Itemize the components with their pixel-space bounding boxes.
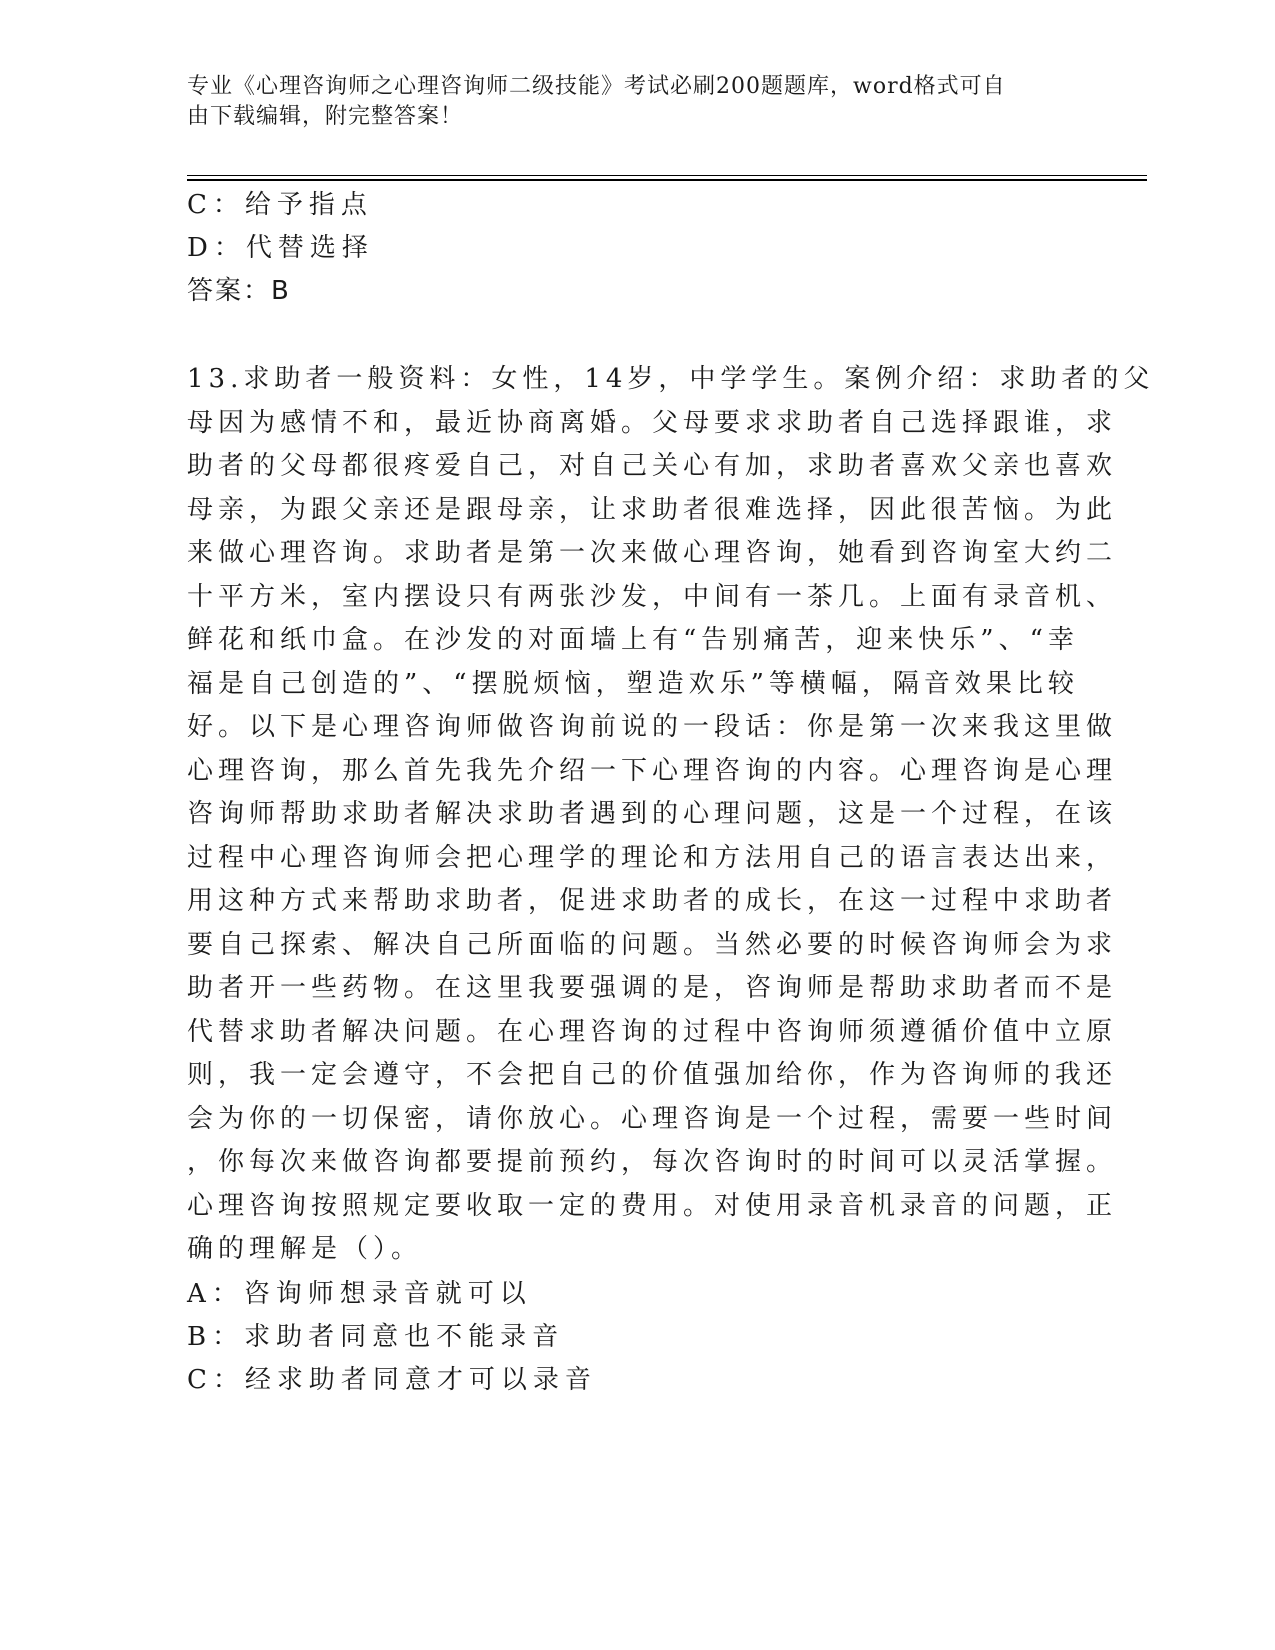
q13-body-line: 助者的父母都很疼爱自己，对自己关心有加，求助者喜欢父亲也喜欢 [187, 451, 1118, 481]
q13-body-line: 十平方米，室内摆设只有两张沙发，中间有一茶几。上面有录音机、 [187, 582, 1118, 612]
q13-body-line: 鲜花和纸巾盒。在沙发的对面墙上有“告别痛苦，迎来快乐”、“幸 [187, 625, 1079, 655]
q13-body-line: 来做心理咨询。求助者是第一次来做心理咨询，她看到咨询室大约二 [187, 538, 1118, 568]
q13-option-a: A：咨询师想录音就可以 [187, 1279, 532, 1309]
q13-body-line: 代替求助者解决问题。在心理咨询的过程中咨询师须遵循价值中立原 [187, 1017, 1118, 1047]
q13-body-line: 心理咨询按照规定要收取一定的费用。对使用录音机录音的问题，正 [187, 1191, 1118, 1221]
prev-answer: 答案：B [187, 276, 291, 306]
q13-body-line: 过程中心理咨询师会把心理学的理论和方法用自己的语言表达出来， [187, 843, 1118, 873]
q13-body-line: 会为你的一切保密，请你放心。心理咨询是一个过程，需要一些时间 [187, 1104, 1118, 1134]
q13-body-line: 要自己探索、解决自己所面临的问题。当然必要的时候咨询师会为求 [187, 930, 1118, 960]
q13-body-line: 母因为感情不和，最近协商离婚。父母要求求助者自己选择跟谁，求 [187, 408, 1118, 438]
q13-body-line: 则，我一定会遵守，不会把自己的价值强加给你，作为咨询师的我还 [187, 1060, 1118, 1090]
q13-option-c: C：经求助者同意才可以录音 [187, 1365, 597, 1395]
q13-body-line: 心理咨询，那么首先我先介绍一下心理咨询的内容。心理咨询是心理 [187, 756, 1118, 786]
q13-body-line: 母亲，为跟父亲还是跟母亲，让求助者很难选择，因此很苦恼。为此 [187, 495, 1118, 525]
prev-option-c: C：给予指点 [187, 190, 373, 220]
q13-body-line: ，你每次来做咨询都要提前预约，每次咨询时的时间可以灵活掌握。 [187, 1147, 1118, 1177]
header-divider-thick [187, 179, 1147, 181]
q13-body-line: 助者开一些药物。在这里我要强调的是，咨询师是帮助求助者而不是 [187, 973, 1118, 1003]
q13-body-line: 福是自己创造的”、“摆脱烦恼，塑造欢乐”等横幅，隔音效果比较 [187, 669, 1079, 699]
q13-body-line: 咨询师帮助求助者解决求助者遇到的心理问题，这是一个过程，在该 [187, 799, 1118, 829]
q13-body-line: 确的理解是（）。 [187, 1234, 423, 1264]
q13-option-b: B：求助者同意也不能录音 [187, 1322, 565, 1352]
header-line-2: 由下载编辑，附完整答案！ [187, 104, 464, 129]
q13-body-line: 用这种方式来帮助求助者，促进求助者的成长，在这一过程中求助者 [187, 886, 1118, 916]
header-divider-thin [187, 175, 1147, 176]
prev-option-d: D：代替选择 [187, 233, 374, 263]
header-line-1: 专业《心理咨询师之心理咨询师二级技能》考试必刷200题题库，word格式可自 [187, 74, 1006, 99]
q13-body-line: 13.求助者一般资料：女性，14岁，中学学生。案例介绍：求助者的父 [187, 364, 1155, 394]
q13-body-line: 好。以下是心理咨询师做咨询前说的一段话：你是第一次来我这里做 [187, 712, 1118, 742]
page-header [187, 72, 1067, 132]
